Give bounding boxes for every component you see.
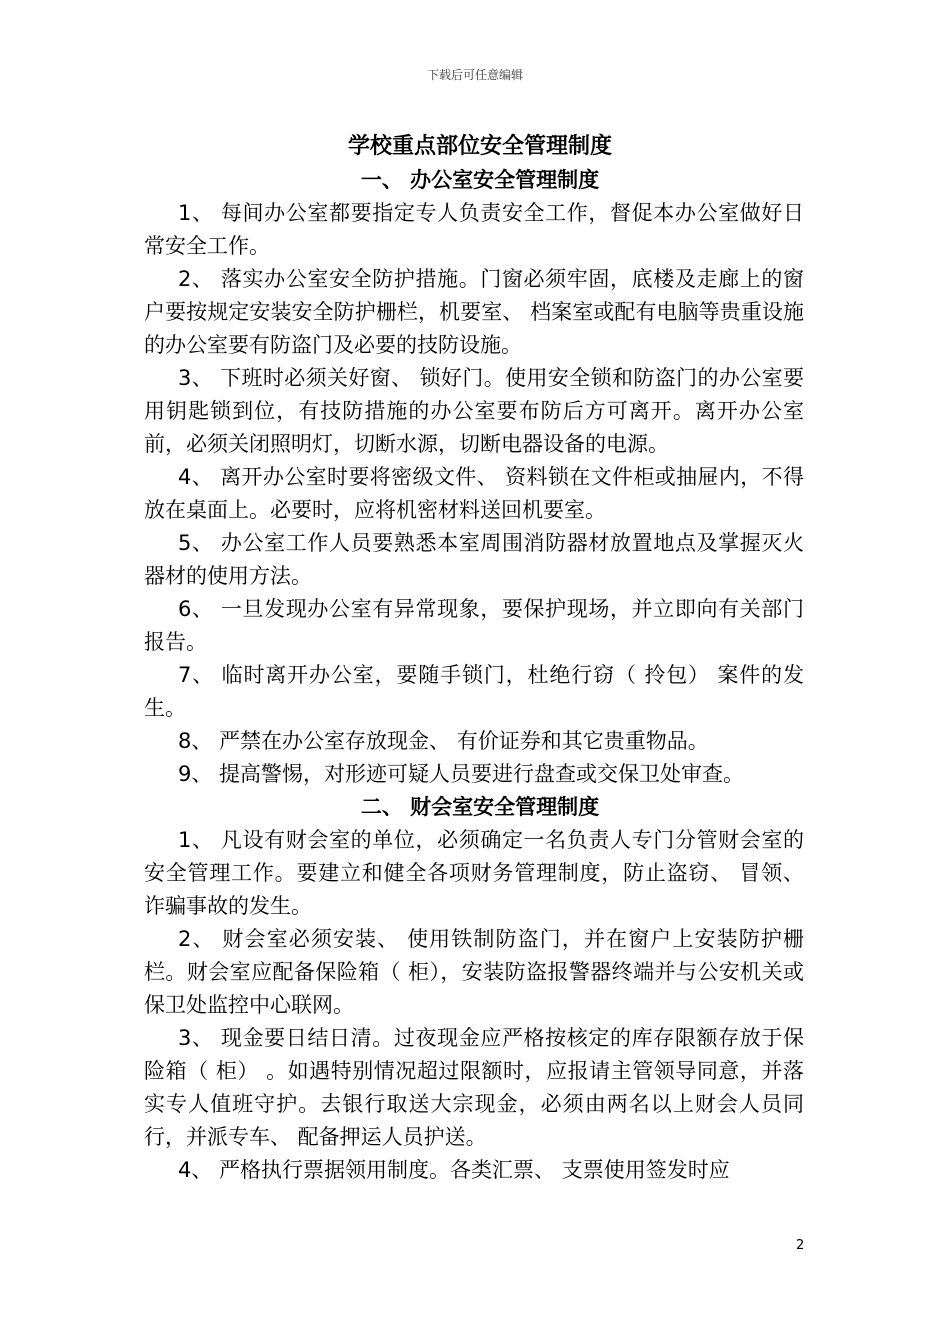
paragraph: 7、 临时离开办公室，要随手锁门，杜绝行窃（ 拎包） 案件的发生。 [144,663,804,720]
paragraph: 5、 办公室工作人员要熟悉本室周围消防器材放置地点及掌握灭火器材的使用方法。 [144,531,804,588]
section-heading: 一、 办公室安全管理制度 [360,168,600,192]
paragraph: 8、 严禁在办公室存放现金、 有价证券和其它贵重物品。 [178,729,709,753]
paragraph: 2、 财会室必须安装、 使用铁制防盗门，并在窗户上安装防护栅栏。财会室应配备保险箱（ 柜），安装防盗报警器终端并与公安机关或保卫处监控中心联网。 [144,927,804,1017]
paragraph: 2、 落实办公室安全防护措施。门窗必须牢固，底楼及走廊上的窗户要按规定安装安全防护栅栏，机要室、 档案室或配有电脑等贵重设施的办公室要有防盗门及必要的技防设施。 [144,267,804,357]
paragraph: 9、 提高警惕，对形迹可疑人员要进行盘查或交保卫处审查。 [178,762,745,786]
header-note: 下载后可任意编辑 [426,68,523,82]
paragraph: 3、 下班时必须关好窗、 锁好门。使用安全锁和防盗门的办公室要用钥匙锁到位，有技防措施的办公室要布防后方可离开。离开办公室前，必须关闭照明灯，切断水源，切断电器设备的电源。 [144,366,804,456]
paragraph: 3、 现金要日结日清。过夜现金应严格按核定的库存限额存放于保险箱（ 柜） 。如遇特别情况超过限额时，应报请主管领导同意，并落实专人值班守护。去银行取送大宗现金，必须由两名以上财会人员同行，并派专车、 配备押运人员护送。 [144,1026,804,1149]
document-body [144,164,804,1187]
paragraph: 1、 每间办公室都要指定专人负责安全工作，督促本办公室做好日常安全工作。 [144,201,804,258]
document-title: 学校重点部位安全管理制度 [347,134,612,159]
section-heading: 二、 财会室安全管理制度 [360,795,600,819]
paragraph: 4、 离开办公室时要将密级文件、 资料锁在文件柜或抽屉内，不得放在桌面上。必要时，应将机密材料送回机要室。 [144,465,804,522]
paragraph: 6、 一旦发现办公室有异常现象，要保护现场，并立即向有关部门报告。 [144,597,804,654]
paragraph: 4、 严格执行票据领用制度。各类汇票、 支票使用签发时应 [178,1158,730,1182]
page-number: 2 [796,1238,805,1253]
paragraph: 1、 凡设有财会室的单位，必须确定一名负责人专门分管财会室的安全管理工作。要建立和健全各项财务管理制度，防止盗窃、 冒领、 诈骗事故的发生。 [144,828,804,918]
